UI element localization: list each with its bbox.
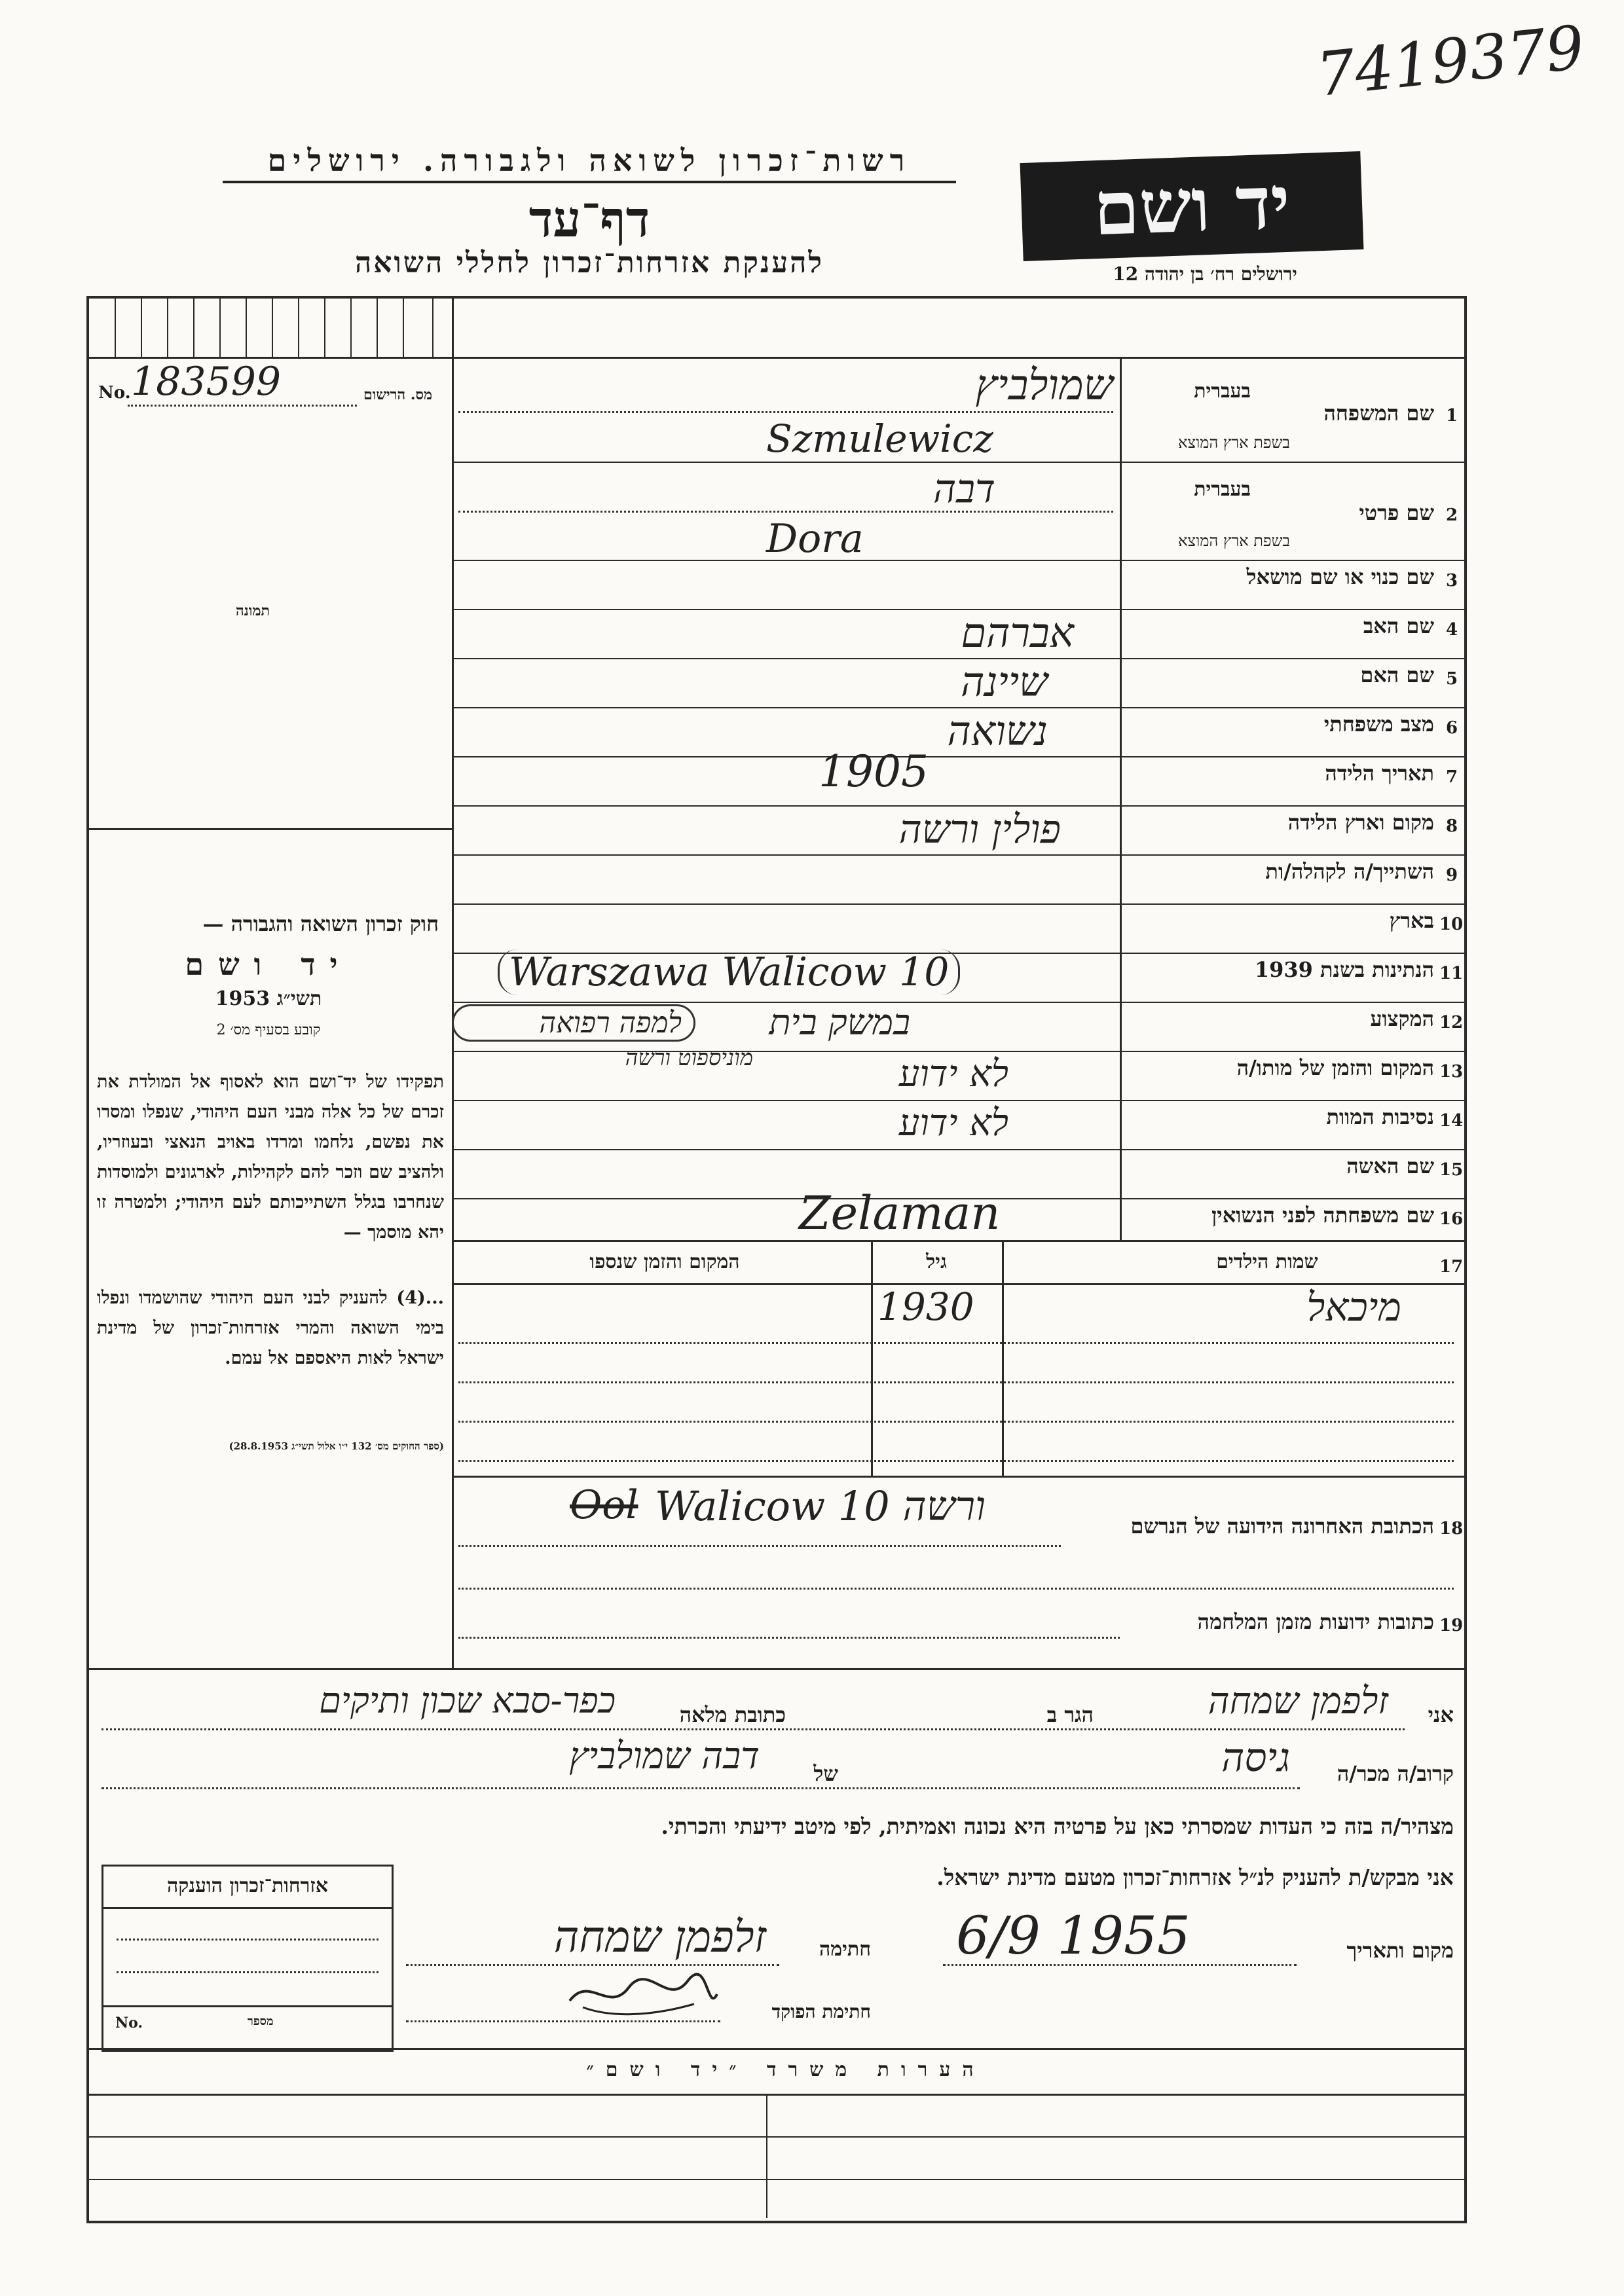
children-col-place: המקום והזמן שנספו [589,1250,740,1273]
registration-no-label: No. [98,383,131,403]
field-9-label: השתייך/ה לקהלה/ות [1265,859,1434,884]
field-18-label: הכתובת האחרונה הידועה של הנרשם [1130,1514,1434,1539]
field-19-label: כתובות ידועות מזמן המלחמה [1197,1609,1434,1634]
law-year: תשי״ג 1953 [215,987,322,1010]
field-13-note: מוניספוט ורשה [625,1045,753,1071]
field-6-number: 6 [1446,718,1458,738]
citizenship-box-title: אזרחות־זכרון הוענקה [166,1874,329,1897]
law-clause: קובע בסעיף מס׳ 2 [216,1022,321,1038]
logo-text: יד ושם [1092,159,1292,253]
field-2-label: שם פרטי [1359,500,1434,525]
field-6-value: נשואה [947,707,1048,755]
relation-value: גיסה [1221,1735,1290,1781]
field-14-label: נסיבות המוות [1326,1104,1434,1129]
photo-label: תמונה [236,602,270,619]
field-7-label: תאריך הלידה [1325,761,1434,786]
officer-signature-label: חתימת הפוקד [771,2001,871,2022]
field-1-sub-local: בשפת ארץ המוצא [1178,433,1290,452]
field-13-number: 13 [1439,1062,1464,1082]
field-11-value: Warszawa Walicow 10 [498,949,960,995]
field-18-value: ורשה Walicow 10 [655,1482,986,1530]
signature-value: זלפמן שמחה [553,1912,766,1962]
field-16-number: 16 [1439,1209,1464,1229]
field-10-number: 10 [1439,915,1464,934]
field-12-value: במשק בית [769,1002,910,1043]
field-17-number: 17 [1439,1257,1464,1277]
form-title: דף־עד [528,190,650,248]
field-3-number: 3 [1446,571,1458,591]
citizenship-no-label: No. [115,2014,143,2032]
citizenship-box [101,1865,394,2052]
field-1-label: שם המשפחה [1323,401,1434,426]
field-6-label: מצב משפחתי [1323,712,1434,737]
field-19-number: 19 [1439,1616,1464,1635]
field-18-number: 18 [1439,1519,1464,1539]
declaration-statement: מצהיר/ה בזה כי העדות שמסרתי כאן על פרטיה היא נכונה ואמיתית, לפי מיטב ידיעתי והכרתי. [661,1813,1454,1839]
field-1-sub-hebrew: בעברית [1194,380,1251,403]
field-8-label: מקום וארץ הלידה [1287,810,1434,835]
registration-label: מס. הרישום [363,386,433,403]
field-1-value-hebrew: שמולביץ [975,361,1113,410]
field-9-number: 9 [1446,866,1458,885]
declarant-address: כפר-סבא שכון ותיקים [319,1680,616,1721]
field-7-number: 7 [1446,767,1458,787]
child-birth-year: 1930 [877,1285,974,1329]
field-4-number: 4 [1446,620,1458,640]
institution-address: ירושלים רח׳ בן יהודה 12 [1113,263,1297,285]
field-16-label: שם משפחתה לפני הנשואין [1211,1203,1434,1228]
law-text: תפקידו של יד־ושם הוא לאסוף אל המולדת את זכרם של כל אלה מבני העם היהודי, שנפלו ומסרו את נפשם, נלחמו ומרדו באויב הנאצי ובעוזריו, ולהציב שם וזכר להם לקהילות, לארגונים ולמוסדות שנחרבו בגלל השתייכותם לעם היהודי; ולמטרה זו יהא מוסמך — [97,1072,444,1243]
field-1-number: 1 [1446,406,1458,426]
declarant-name: זלפמן שמחה [1208,1680,1388,1722]
field-2-value-hebrew: דבה [932,466,995,512]
field-14-value: לא ידוע [898,1102,1008,1144]
field-8-value: פולין ורשה [898,807,1061,852]
field-14-number: 14 [1439,1111,1464,1131]
field-11-number: 11 [1439,964,1464,983]
children-col-names: שמות הילדים [1216,1250,1318,1273]
law-title: חוק זכרון השואה והגבורה — [202,911,439,936]
field-10-label: בארץ [1389,908,1434,933]
authority-title: רשות־זכרון לשואה ולגבורה. ירושלים [223,143,956,183]
field-2-sub-hebrew: בעברית [1194,478,1251,501]
field-3-label: שם כנוי או שם מושאל [1246,564,1434,589]
field-15-label: שם האשה [1346,1154,1434,1178]
field-2-number: 2 [1446,505,1458,525]
stamp-number: 7419379 [1313,12,1588,111]
declaration-request: אני מבקש/ת להעניק לנ״ל אזרחות־זכרון מטעם מדינת ישראל. [936,1865,1454,1890]
field-11-label: הנתינות בשנת 1939 [1254,957,1434,982]
field-5-number: 5 [1446,669,1458,689]
field-13-value: לא ידוע [898,1053,1008,1095]
field-2-sub-local: בשפת ארץ המוצא [1178,532,1290,550]
children-col-age: גיל [926,1250,947,1273]
place-date-value: 6/9 1955 [956,1905,1190,1966]
field-12-label: המקצוע [1370,1006,1434,1031]
child-name: מיכאל [1306,1285,1401,1330]
field-8-number: 8 [1446,816,1458,836]
field-18-struck: Ool [570,1482,638,1528]
field-13-label: המקום והזמן של מותו/ה [1236,1055,1434,1080]
place-date-label: מקום ותאריך [1346,1938,1454,1963]
field-15-number: 15 [1439,1160,1464,1180]
declarant-address-label: כתובת מלאה [679,1702,786,1727]
registration-number: 183599 [131,359,282,405]
law-footnote: (ספר החוקים מס׳ 132 י״ו אלול תשי״ג 28.8.1953) [229,1440,444,1452]
office-remarks-title: הערות משרד ״יד ושם״ [586,2058,986,2081]
form-subtitle: להענקת אזרחות־זכרון לחללי השואה [354,246,824,280]
relation-of-value: דבה שמולביץ [569,1735,760,1777]
field-4-value: אברהם [961,609,1074,657]
declarant-resides-label: הגר ב [1046,1702,1094,1727]
field-4-label: שם האב [1363,613,1434,638]
field-5-label: שם האם [1360,663,1434,687]
field-12-note: למפה רפואה [452,1004,695,1042]
field-2-value-local: Dora [766,516,864,562]
citizenship-number-label: מספר [248,2014,274,2028]
field-1-value-local: Szmulewicz [766,416,993,461]
field-16-value: Zelaman [799,1186,1001,1240]
law-item-4: ...(4) להעניק לבני העם היהודי שהושמדו ונפלו בימי השואה והמרי אזרחות־זכרון של מדינת ישראל לאות היאספם אל עמם. [97,1288,444,1368]
yad-vashem-logo [1020,151,1364,261]
officer-signature-mark [563,1968,720,2020]
relation-of-label: של [813,1761,838,1786]
field-7-value: 1905 [819,746,929,797]
relation-label: קרוב/ה מכר/ה [1337,1761,1454,1786]
law-name: יד ושם [185,947,352,982]
declarant-i-label: אני [1428,1702,1454,1727]
field-12-number: 12 [1439,1013,1464,1032]
field-5-value: שיינה [961,658,1048,706]
signature-label: חתימה [819,1938,871,1961]
